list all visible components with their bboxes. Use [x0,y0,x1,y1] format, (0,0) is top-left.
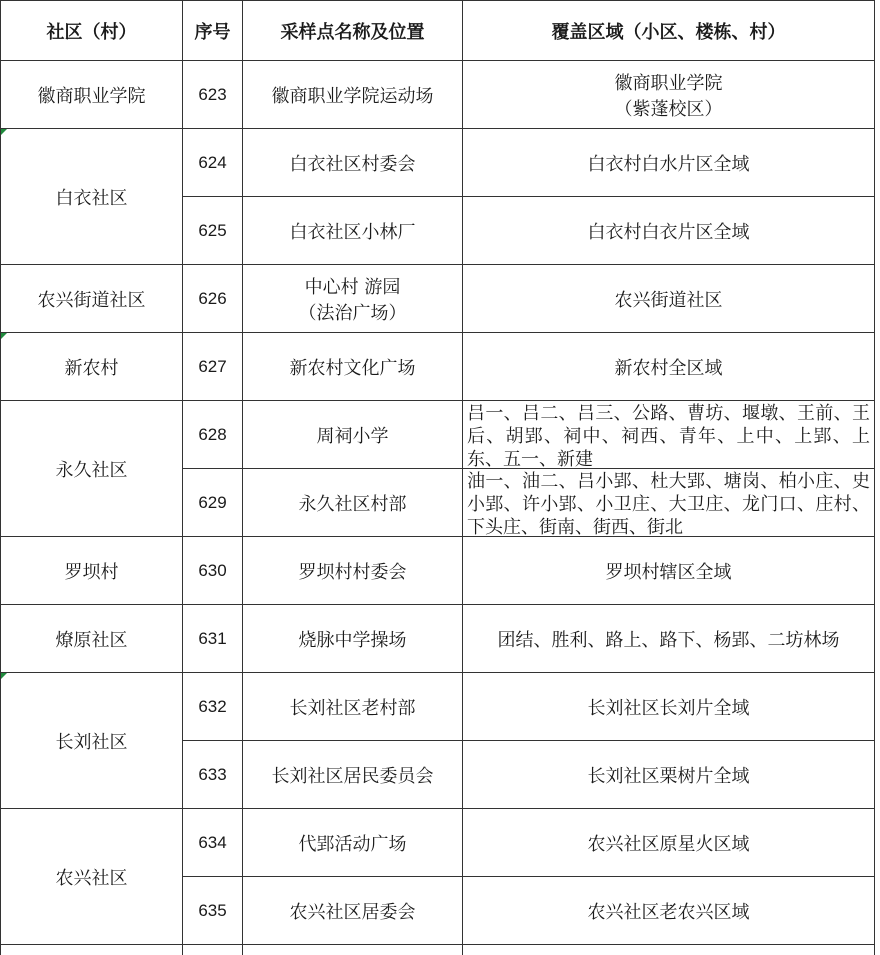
table-row [1,809,875,877]
community-cell [1,333,183,401]
seq-cell: 626 [183,265,243,333]
site-cell: 白衣社区村委会 [243,129,463,197]
table-row [1,401,875,469]
comment-marker [1,333,7,339]
header-row [1,1,875,61]
header-site: 采样点名称及位置 [243,1,463,61]
coverage-line-1: 徽商职业学院 [463,69,874,95]
coverage-line-2: （紫蓬校区） [463,95,874,121]
site-cell: 周祠小学 [243,401,463,469]
coverage-cell: 长刘社区栗树片全域 [463,741,875,809]
site-line-2: （法治广场） [243,299,462,325]
coverage-cell [463,61,875,129]
site-cell: 罗坝村村委会 [243,537,463,605]
table-row [1,333,875,401]
seq-cell: 623 [183,61,243,129]
seq-cell: 624 [183,129,243,197]
community-label: 新农村 [65,358,119,379]
table-row [1,605,875,673]
seq-cell: 632 [183,673,243,741]
community-label: 长刘社区 [56,732,128,753]
coverage-cell: 农兴社区老农兴区域 [463,877,875,945]
site-cell: 徽商职业学院运动场 [243,61,463,129]
site-cell: 长刘社区老村部 [243,673,463,741]
community-cell: 农兴社区 [1,809,183,945]
coverage-cell: 农兴街道社区 [463,265,875,333]
header-community: 社区（村） [1,1,183,61]
coverage-cell: 白衣村白衣片区全域 [463,197,875,265]
seq-cell: 629 [183,469,243,537]
table-row [1,673,875,741]
comment-marker [1,673,7,679]
coverage-cell: 农兴社区原星火区域 [463,809,875,877]
coverage-cell: 罗坝村辖区全域 [463,537,875,605]
seq-cell: 631 [183,605,243,673]
header-seq: 序号 [183,1,243,61]
site-line-1: 中心村 游园 [243,273,462,299]
community-cell: 罗坝村 [1,537,183,605]
coverage-text: 油一、油二、吕小郢、杜大郢、塘岗、柏小庄、史小郢、许小郢、小卫庄、大卫庄、龙门口、庄村、下头庄、街南、街西、街北 [467,470,870,536]
site-cell: 永久社区村部 [243,469,463,537]
seq-cell: 628 [183,401,243,469]
community-cell: 徽商职业学院 [1,61,183,129]
table-row [1,129,875,197]
seq-cell: 634 [183,809,243,877]
coverage-cell [463,401,875,469]
header-coverage: 覆盖区域（小区、楼栋、村） [463,1,875,61]
seq-cell: 627 [183,333,243,401]
coverage-cell: 白衣村白水片区全域 [463,129,875,197]
site-cell: 烧脉中学操场 [243,605,463,673]
coverage-cell: 团结、胜利、路上、路下、杨郢、二坊林场 [463,605,875,673]
seq-cell: 625 [183,197,243,265]
coverage-cell: 新农村全区域 [463,333,875,401]
community-cell: 永久社区 [1,401,183,537]
community-cell [1,129,183,265]
coverage-text: 吕一、吕二、吕三、公路、曹坊、堰墩、王前、王后、胡郢、祠中、祠西、青年、上中、上郢、上东、五一、新建 [467,402,870,468]
coverage-cell: 长刘社区长刘片全域 [463,673,875,741]
coverage-cell [463,469,875,537]
site-cell: 白衣社区小林厂 [243,197,463,265]
community-cell: 燎原社区 [1,605,183,673]
site-cell: 代郢活动广场 [243,809,463,877]
site-cell: 新农村文化广场 [243,333,463,401]
table-row [1,537,875,605]
community-cell [1,673,183,809]
table-row [1,265,875,333]
site-cell: 农兴社区居委会 [243,877,463,945]
seq-cell: 630 [183,537,243,605]
seq-cell: 633 [183,741,243,809]
site-cell [243,265,463,333]
comment-marker [1,129,7,135]
table-row [1,61,875,129]
community-cell: 农兴街道社区 [1,265,183,333]
community-label: 白衣社区 [56,188,128,209]
site-cell: 长刘社区居民委员会 [243,741,463,809]
seq-cell: 635 [183,877,243,945]
